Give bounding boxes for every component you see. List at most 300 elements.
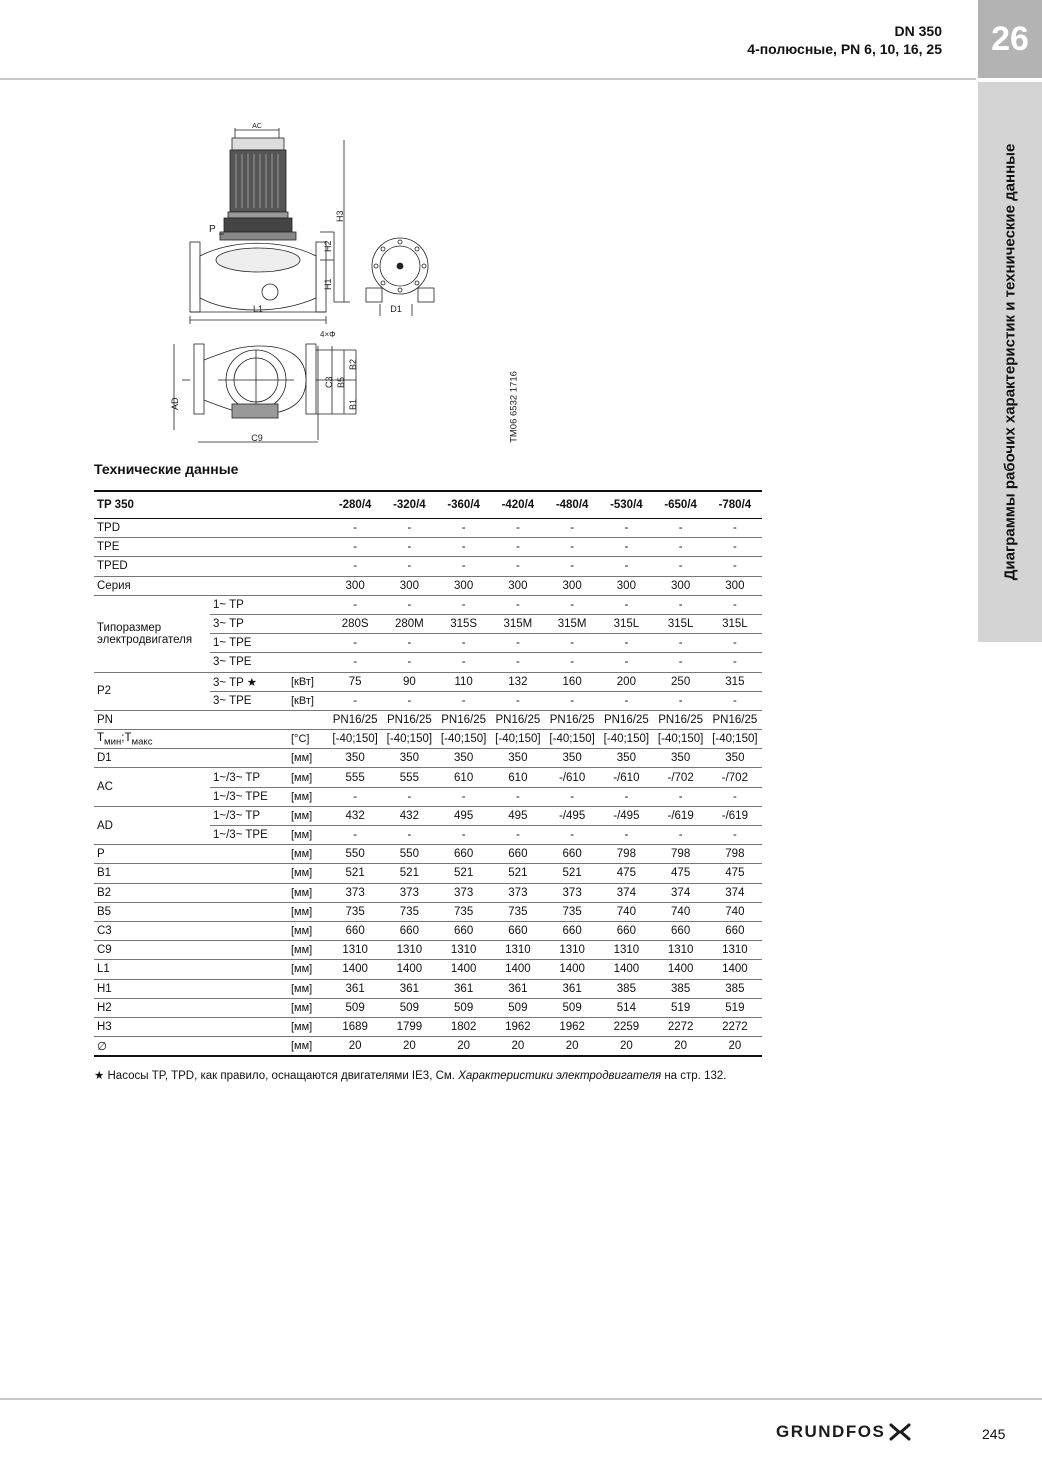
chapter-tab: 26	[978, 0, 1042, 78]
table-cell: 475	[654, 864, 708, 883]
table-header-cell: -780/4	[708, 491, 762, 519]
table-cell: 361	[545, 979, 599, 998]
table-cell: 350	[491, 749, 545, 768]
table-cell: 521	[382, 864, 436, 883]
table-row	[94, 806, 762, 825]
brand-logo	[776, 1422, 911, 1442]
table-cell: -	[382, 519, 436, 538]
table-cell: -	[328, 538, 382, 557]
temp-max: макс	[131, 735, 153, 747]
table-cell: -	[382, 826, 436, 845]
table-cell: [-40;150]	[599, 730, 653, 749]
brand-name: GRUNDFOS	[776, 1422, 886, 1441]
footer-divider	[0, 1398, 1042, 1400]
table-cell: 1962	[491, 1017, 545, 1036]
table-cell: 1400	[654, 960, 708, 979]
table-cell: -	[491, 634, 545, 653]
table-cell: 514	[599, 998, 653, 1017]
table-cell: -	[545, 538, 599, 557]
row-label: PN	[94, 710, 328, 729]
table-cell: 740	[599, 902, 653, 921]
row-label: AC	[94, 768, 210, 806]
table-cell: -	[545, 691, 599, 710]
table-cell: -	[491, 826, 545, 845]
table-cell: 1310	[545, 941, 599, 960]
temp-sep: ;T	[121, 731, 132, 744]
table-row	[94, 730, 762, 749]
table-cell: 160	[545, 672, 599, 691]
table-cell: 315L	[599, 614, 653, 633]
table-row	[94, 864, 762, 883]
table-row	[94, 557, 762, 576]
table-cell: -	[654, 826, 708, 845]
table-cell: 1400	[491, 960, 545, 979]
row-label: H2	[94, 998, 288, 1017]
table-cell: -	[708, 519, 762, 538]
table-cell: 20	[708, 1037, 762, 1057]
table-cell: 509	[382, 998, 436, 1017]
table-cell: 550	[382, 845, 436, 864]
table-cell: 735	[437, 902, 491, 921]
table-cell: 20	[437, 1037, 491, 1057]
table-cell: -/495	[599, 806, 653, 825]
table-cell: -	[437, 691, 491, 710]
table-cell: 735	[545, 902, 599, 921]
table-cell: PN16/25	[437, 710, 491, 729]
table-row	[94, 1017, 762, 1036]
row-unit: [мм]	[288, 787, 328, 806]
row-unit: [мм]	[288, 1037, 328, 1057]
table-cell: 373	[491, 883, 545, 902]
spec-table	[94, 490, 762, 1057]
table-cell: 660	[545, 845, 599, 864]
table-cell: 660	[382, 921, 436, 940]
table-cell: 1400	[382, 960, 436, 979]
table-cell: 660	[599, 921, 653, 940]
row-unit: [мм]	[288, 864, 328, 883]
row-label-motor-1: Типоразмер	[97, 621, 162, 634]
table-cell: 374	[708, 883, 762, 902]
table-cell: 475	[708, 864, 762, 883]
table-cell: 1310	[654, 941, 708, 960]
row-unit: [мм]	[288, 749, 328, 768]
table-cell: 350	[654, 749, 708, 768]
row-label: TPE	[94, 538, 328, 557]
row-label: D1	[94, 749, 288, 768]
table-cell: -	[491, 557, 545, 576]
table-cell: -	[545, 634, 599, 653]
table-cell: 373	[382, 883, 436, 902]
row-unit: [мм]	[288, 806, 328, 825]
table-cell: -	[708, 595, 762, 614]
table-row	[94, 576, 762, 595]
table-cell: -	[654, 557, 708, 576]
table-cell: -	[654, 787, 708, 806]
table-cell: 110	[437, 672, 491, 691]
table-cell: 300	[328, 576, 382, 595]
table-cell: 373	[437, 883, 491, 902]
table-cell: 509	[328, 998, 382, 1017]
table-cell: 660	[545, 921, 599, 940]
table-header-cell: -650/4	[654, 491, 708, 519]
table-cell: -	[437, 634, 491, 653]
table-cell: PN16/25	[491, 710, 545, 729]
table-cell: -	[599, 634, 653, 653]
table-cell: -	[599, 557, 653, 576]
table-cell: PN16/25	[382, 710, 436, 729]
table-cell: 521	[545, 864, 599, 883]
table-cell: 2259	[599, 1017, 653, 1036]
table-cell: 373	[328, 883, 382, 902]
table-cell: 315L	[708, 614, 762, 633]
grundfos-x-icon	[889, 1423, 911, 1441]
table-cell: -	[328, 557, 382, 576]
table-cell: [-40;150]	[491, 730, 545, 749]
table-cell: 660	[437, 845, 491, 864]
table-cell: [-40;150]	[382, 730, 436, 749]
row-unit	[288, 595, 328, 614]
table-cell: [-40;150]	[708, 730, 762, 749]
table-cell: -	[599, 595, 653, 614]
row-label: B5	[94, 902, 288, 921]
table-cell: 519	[654, 998, 708, 1017]
table-cell: 315M	[545, 614, 599, 633]
table-cell: [-40;150]	[328, 730, 382, 749]
table-cell: -	[654, 634, 708, 653]
table-cell: 374	[654, 883, 708, 902]
table-cell: 1400	[599, 960, 653, 979]
table-row	[94, 749, 762, 768]
table-cell: -	[437, 787, 491, 806]
table-cell: 1799	[382, 1017, 436, 1036]
table-row	[94, 595, 762, 614]
side-view	[190, 123, 350, 324]
row-unit: [мм]	[288, 845, 328, 864]
table-cell: 1310	[382, 941, 436, 960]
row-unit: [кВт]	[288, 691, 328, 710]
table-cell: 495	[491, 806, 545, 825]
table-cell: -	[545, 787, 599, 806]
table-cell: 1400	[437, 960, 491, 979]
table-cell: 660	[491, 845, 545, 864]
table-row	[94, 1037, 762, 1057]
table-cell: 350	[437, 749, 491, 768]
table-cell: -	[545, 595, 599, 614]
row-unit: [°C]	[288, 730, 328, 749]
row-label-temp	[94, 730, 288, 749]
table-cell: -	[599, 787, 653, 806]
table-row	[94, 998, 762, 1017]
table-cell: 300	[545, 576, 599, 595]
top-view	[170, 330, 358, 443]
label-d1: D1	[390, 304, 402, 314]
table-cell: -	[491, 538, 545, 557]
table-cell: 350	[599, 749, 653, 768]
table-cell: 1802	[437, 1017, 491, 1036]
table-cell: 1310	[708, 941, 762, 960]
table-header-cell: -320/4	[382, 491, 436, 519]
table-cell: -	[382, 787, 436, 806]
table-cell: -/619	[654, 806, 708, 825]
table-cell: 20	[491, 1037, 545, 1057]
table-cell: 361	[437, 979, 491, 998]
table-cell: 660	[491, 921, 545, 940]
table-cell: 315	[708, 672, 762, 691]
row-label-motor-2: электродвигателя	[97, 633, 193, 646]
row-sublabel: 1~/3~ TP	[210, 806, 288, 825]
table-cell: 798	[599, 845, 653, 864]
table-row	[94, 672, 762, 691]
table-cell: 75	[328, 672, 382, 691]
table-cell: -	[437, 826, 491, 845]
table-cell: -	[654, 519, 708, 538]
table-cell: 1689	[328, 1017, 382, 1036]
row-unit: [мм]	[288, 921, 328, 940]
table-cell: 350	[708, 749, 762, 768]
table-cell: -	[599, 653, 653, 672]
table-cell: -	[382, 557, 436, 576]
table-cell: PN16/25	[654, 710, 708, 729]
row-label: AD	[94, 806, 210, 844]
table-cell: 1310	[599, 941, 653, 960]
table-cell: 610	[491, 768, 545, 787]
table-cell: 20	[545, 1037, 599, 1057]
table-cell: 521	[437, 864, 491, 883]
table-cell: -/610	[599, 768, 653, 787]
row-unit: [мм]	[288, 883, 328, 902]
table-cell: 132	[491, 672, 545, 691]
table-cell: 740	[654, 902, 708, 921]
table-cell: -	[328, 519, 382, 538]
table-cell: 350	[545, 749, 599, 768]
table-cell: 432	[382, 806, 436, 825]
table-cell: -	[654, 653, 708, 672]
table-cell: 300	[654, 576, 708, 595]
row-label: B2	[94, 883, 288, 902]
table-cell: 735	[382, 902, 436, 921]
table-cell: -	[382, 595, 436, 614]
table-cell: 2272	[654, 1017, 708, 1036]
row-unit: [мм]	[288, 768, 328, 787]
table-header-cell: -530/4	[599, 491, 653, 519]
table-cell: 660	[328, 921, 382, 940]
table-cell: -	[491, 653, 545, 672]
table-cell: 798	[708, 845, 762, 864]
table-cell: -	[654, 691, 708, 710]
table-cell: 1310	[491, 941, 545, 960]
row-unit	[288, 634, 328, 653]
pump-dimension-drawing	[160, 110, 460, 450]
table-row	[94, 883, 762, 902]
table-cell: 550	[328, 845, 382, 864]
table-cell: 660	[708, 921, 762, 940]
row-unit: [мм]	[288, 979, 328, 998]
table-row	[94, 921, 762, 940]
table-cell: -	[545, 826, 599, 845]
table-cell: 1310	[437, 941, 491, 960]
table-cell: 1400	[328, 960, 382, 979]
table-cell: -	[708, 826, 762, 845]
table-cell: -	[545, 653, 599, 672]
table-cell: 250	[654, 672, 708, 691]
table-cell: 660	[437, 921, 491, 940]
table-cell: 374	[599, 883, 653, 902]
table-cell: -	[328, 691, 382, 710]
table-cell: -	[437, 557, 491, 576]
table-cell: 280M	[382, 614, 436, 633]
row-label: H3	[94, 1017, 288, 1036]
footnote-post: на стр. 132.	[661, 1070, 727, 1082]
side-title: Диаграммы рабочих характеристик и технические данные	[1001, 143, 1019, 581]
label-c9: C9	[251, 433, 263, 443]
row-label: TPD	[94, 519, 328, 538]
table-cell: 200	[599, 672, 653, 691]
row-sublabel: 1~/3~ TP	[210, 768, 288, 787]
table-cell: -	[654, 595, 708, 614]
label-four-phi: 4×Φ	[320, 330, 336, 339]
temp-t: T	[97, 731, 105, 744]
label-h3: H3	[335, 210, 345, 222]
header-line-1: DN 350	[894, 23, 942, 39]
row-label: P2	[94, 672, 210, 710]
label-h2: H2	[323, 240, 333, 252]
table-cell: 361	[382, 979, 436, 998]
table-row	[94, 960, 762, 979]
row-unit	[288, 614, 328, 633]
table-cell: 475	[599, 864, 653, 883]
table-row	[94, 941, 762, 960]
table-cell: 519	[708, 998, 762, 1017]
table-cell: 1400	[545, 960, 599, 979]
table-row	[94, 710, 762, 729]
row-unit: [кВт]	[288, 672, 328, 691]
table-cell: -	[545, 557, 599, 576]
table-header-cell: -480/4	[545, 491, 599, 519]
label-b2: B2	[348, 358, 358, 370]
footnote	[94, 1068, 726, 1082]
temp-min: мин	[104, 735, 122, 747]
table-cell: -	[491, 595, 545, 614]
row-unit: [мм]	[288, 902, 328, 921]
row-unit: [мм]	[288, 826, 328, 845]
table-cell: 1310	[328, 941, 382, 960]
table-cell: -	[708, 787, 762, 806]
table-cell: 740	[708, 902, 762, 921]
table-cell: -	[328, 787, 382, 806]
table-cell: 350	[328, 749, 382, 768]
row-unit: [мм]	[288, 960, 328, 979]
table-cell: -	[382, 653, 436, 672]
table-cell: -	[654, 538, 708, 557]
table-cell: -	[708, 634, 762, 653]
row-sublabel: 1~ TP	[210, 595, 288, 614]
table-cell: -	[328, 826, 382, 845]
table-cell: [-40;150]	[654, 730, 708, 749]
table-row	[94, 979, 762, 998]
row-label: TPED	[94, 557, 328, 576]
row-sublabel: 1~/3~ TPE	[210, 787, 288, 806]
row-label: Серия	[94, 576, 328, 595]
header-title	[747, 22, 942, 58]
footnote-italic: Характеристики электродвигателя	[458, 1070, 662, 1082]
table-cell: 555	[382, 768, 436, 787]
table-cell: PN16/25	[328, 710, 382, 729]
table-cell: -	[599, 691, 653, 710]
row-unit: [мм]	[288, 998, 328, 1017]
table-cell: 509	[437, 998, 491, 1017]
table-cell: -	[599, 519, 653, 538]
table-header-model: TP 350	[94, 491, 328, 519]
table-cell: 300	[708, 576, 762, 595]
label-c3: C3	[324, 376, 334, 388]
table-header-row	[94, 491, 762, 519]
table-header-cell: -360/4	[437, 491, 491, 519]
row-label: B1	[94, 864, 288, 883]
table-row	[94, 902, 762, 921]
table-cell: 521	[328, 864, 382, 883]
table-cell: -	[545, 519, 599, 538]
table-cell: 361	[491, 979, 545, 998]
label-ad: AD	[170, 397, 180, 410]
table-row	[94, 519, 762, 538]
table-cell: PN16/25	[708, 710, 762, 729]
row-label: ∅	[94, 1037, 288, 1057]
table-cell: 300	[382, 576, 436, 595]
table-cell: -	[328, 653, 382, 672]
table-cell: 20	[382, 1037, 436, 1057]
table-cell: -/610	[545, 768, 599, 787]
label-ac: AC	[252, 123, 262, 130]
table-cell: 2272	[708, 1017, 762, 1036]
row-sublabel: 1~/3~ TPE	[210, 826, 288, 845]
row-sublabel: 3~ TP	[210, 614, 288, 633]
table-cell: -	[491, 787, 545, 806]
table-cell: 798	[654, 845, 708, 864]
row-label: C9	[94, 941, 288, 960]
drawing-code: TM06 6532 1716	[508, 371, 520, 443]
table-cell: PN16/25	[599, 710, 653, 729]
row-label: H1	[94, 979, 288, 998]
header-divider	[0, 78, 976, 80]
section-title: Технические данные	[94, 461, 239, 477]
table-cell: [-40;150]	[545, 730, 599, 749]
table-cell: 300	[599, 576, 653, 595]
label-p: P	[209, 224, 216, 235]
table-cell: 1962	[545, 1017, 599, 1036]
table-cell: -/702	[654, 768, 708, 787]
table-cell: 361	[328, 979, 382, 998]
table-cell: 373	[545, 883, 599, 902]
table-cell: 315M	[491, 614, 545, 633]
page-number: 245	[982, 1426, 1006, 1442]
end-view	[366, 238, 434, 316]
table-cell: -	[382, 691, 436, 710]
table-cell: -	[491, 519, 545, 538]
row-sublabel: 3~ TP ★	[210, 672, 288, 691]
row-label: P	[94, 845, 288, 864]
table-cell: 509	[545, 998, 599, 1017]
table-cell: -/495	[545, 806, 599, 825]
table-cell: -	[599, 826, 653, 845]
table-cell: -/702	[708, 768, 762, 787]
table-cell: 90	[382, 672, 436, 691]
table-row	[94, 845, 762, 864]
table-cell: -/619	[708, 806, 762, 825]
table-cell: 610	[437, 768, 491, 787]
table-cell: 660	[654, 921, 708, 940]
table-cell: -	[708, 653, 762, 672]
table-cell: 20	[328, 1037, 382, 1057]
